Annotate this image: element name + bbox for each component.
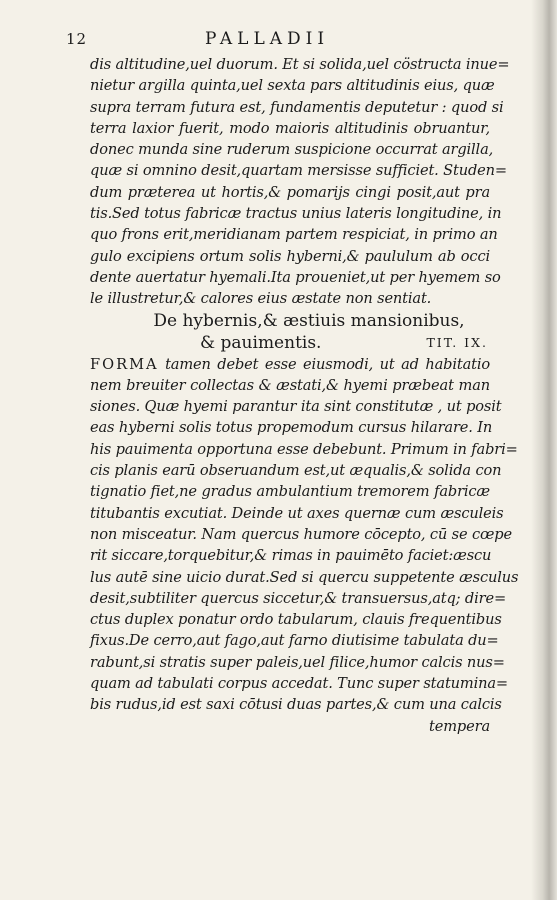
text-line: quæ si omnino desit,quartam mersisse sufficiet. Studen= — [90, 162, 507, 180]
text-line: supra terram futura est, fundamentis deputetur : quod si — [90, 98, 504, 116]
text-line: dente auertatur hyemali.Ita proueniet,ut per hyemem so — [90, 268, 501, 286]
running-head: PALLADII — [205, 29, 330, 49]
page-number: 12 — [66, 30, 88, 48]
text-line: bis rudus,id est saxi cōtusi duas partes,& cum una calcis — [90, 696, 502, 714]
text-line: donec munda sine ruderum suspicione occurrat argilla, — [90, 141, 494, 159]
text-line: his pauimenta opportuna esse debebunt. Primum in fabri= — [90, 440, 518, 458]
page-gutter — [531, 0, 557, 900]
first-paragraph-line — [90, 354, 490, 375]
text-line: rabunt,si stratis super paleis,uel filice,humor calcis nus= — [90, 653, 505, 671]
text-line: rit siccare,torquebitur,& rimas in pauimēto faciet:æscu — [90, 547, 492, 565]
text-line: gulo excipiens ortum solis hyberni,& paululum ab occi — [90, 247, 490, 265]
text-line: quo frons erit,meridianam partem respiciat, in primo an — [90, 226, 498, 244]
text-line: fixus.De cerro,aut fago,aut farno diutisime tabulata du= — [90, 632, 499, 650]
text-line: le illustretur,& calores eius æstate non sentiat. — [90, 290, 432, 308]
first-line-rest: tamen debet esse eiusmodi, ut ad habitatio — [158, 355, 490, 373]
text-line: dis altitudine,uel duorum. Et si solida,uel cöstructa inue= — [90, 56, 510, 73]
text-line: desit,subtiliter quercus siccetur,& transuersus,atq; dire= — [90, 589, 507, 607]
text-line: tignatio fiet,ne gradus ambulantium tremorem fabricæ — [90, 483, 490, 501]
text-line: lus autē sine uicio durat.Sed si quercu suppetente æsculus — [90, 568, 519, 586]
text-line: terra laxior fuerit, modo maioris altitudinis obruantur, — [90, 119, 490, 137]
text-line: ctus duplex ponatur ordo tabularum, clauis frequentibus — [90, 611, 502, 629]
text-line: titubantis excutiat. Deinde ut axes quernæ cum æsculeis — [90, 504, 504, 522]
chapter-title-number: TIT. IX. — [426, 334, 488, 350]
text-line: nem breuiter collectas & æstati,& hyemi præbeat man — [90, 376, 490, 394]
lead-word: FORMA — [90, 355, 159, 373]
text-line: eas hyberni solis totus propemodum cursus hilarare. In — [90, 419, 493, 437]
text-line: tis.Sed totus fabricæ tractus unius lateris longitudine, in — [90, 205, 502, 223]
chapter-heading-line1: De hybernis,& æstiuis mansionibus, — [153, 310, 465, 331]
text-line: quam ad tabulati corpus accedat. Tunc super statumina= — [90, 675, 508, 693]
catchword: tempera — [429, 717, 490, 735]
chapter-heading-text: & pauimentis. — [200, 332, 322, 353]
text-line: cis planis earū obseruandum est,ut æqualis,& solida con — [90, 462, 502, 480]
text-block — [90, 54, 519, 737]
text-line: nietur argilla quinta,uel sexta pars altitudinis eius, quæ — [90, 77, 495, 95]
text-line: siones. Quæ hyemi parantur ita sint constitutæ , ut posit — [90, 398, 502, 416]
chapter-heading-line2 — [90, 332, 490, 354]
text-line: dum præterea ut hortis,& pomarijs cingi posit,aut pra — [90, 183, 490, 201]
text-line: non misceatur. Nam quercus humore cōcepto, cū se cœpe — [90, 525, 512, 543]
